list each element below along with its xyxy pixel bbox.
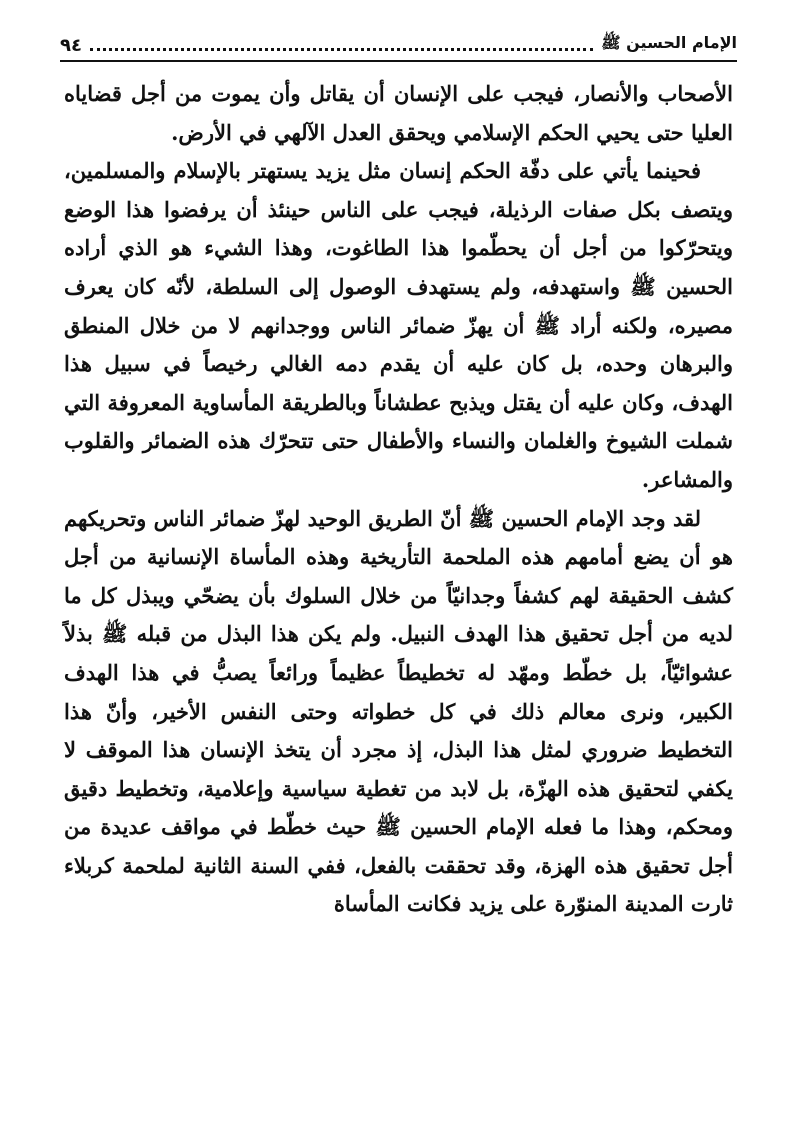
dotted-leader	[90, 48, 593, 51]
header-rule	[60, 60, 737, 62]
paragraph: الأصحاب والأنصار، فيجب على الإنسان أن يقاتل وأن يموت من أجل قضاياه العليا حتى يحيي الحكم الإسلامي ويحقق العدل الآلهي في الأرض.	[64, 81, 733, 145]
paragraph: لقد وجد الإمام الحسين ﷺ أنّ الطريق الوحيد لهزّ ضمائر الناس وتحريكهم هو أن يضع أمامهم هذه الملحمة التأريخية وهذه المأساة الإنسانية من أجل كشف الحقيقة لهم كشفاً وجدانيّاً من خلال السلوك بأن يضحّي ويبذل كل ما لديه من أجل تحقيق هذا الهدف النبيل. ولم يكن هذا البذل من قبله ﷺ بذلاً عشوائيّاً، بل خطّط ومهّد له تخطيطاً عظيماً ورائعاً يصبُّ في هذا الهدف الكبير، ونرى معالم ذلك في كل خطواته وحتى النفس الأخير، وأنّ هذا التخطيط ضروري لمثل هذا البذل، إذ مجرد أن يتخذ الإنسان هذا الموقف لا يكفي لتحقيق هذه الهزّة، بل لابد من تغطية سياسية وإعلامية، وتخطيط دقيق ومحكم، وهذا ما فعله الإمام الحسين ﷺ حيث خطّط في مواقف عديدة من أجل تحقيق هذه الهزة، وقد تحققت بالفعل، ففي السنة الثانية لملحمة كربلاء ثارت المدينة المنوّرة على يزيد فكانت المأساة	[64, 505, 733, 917]
body-text	[64, 75, 733, 924]
paragraph: فحينما يأتي على دفّة الحكم إنسان مثل يزيد يستهتر بالإسلام والمسلمين، ويتصف بكل صفات الرذيلة، فيجب على الناس حينئذ أن يرفضوا هذا الوضع ويتحرّكوا من أجل أن يحطّموا هذا الطاغوت، وهذا الشيء هو الذي أراده الحسين ﷺ واستهدفه، ولم يستهدف الوصول إلى السلطة، لأنّه كان يعرف مصيره، ولكنه أراد ﷺ أن يهزّ ضمائر الناس ووجدانهم لا من خلال المنطق والبرهان وحده، بل كان عليه أن يقدم دمه الغالي رخيصاً في سبيل هذا الهدف، وكان عليه أن يقتل ويذبح عطشاناً وبالطريقة المأساوية المعروفة التي شملت الشيوخ والغلمان والنساء والأطفال حتى تتحرّك هذه الضمائر والقلوب والمشاعر.	[64, 158, 733, 492]
page-number: ٩٤	[60, 35, 82, 56]
running-title: الإمام الحسين ﷺ	[601, 33, 737, 52]
page-header	[60, 26, 737, 60]
